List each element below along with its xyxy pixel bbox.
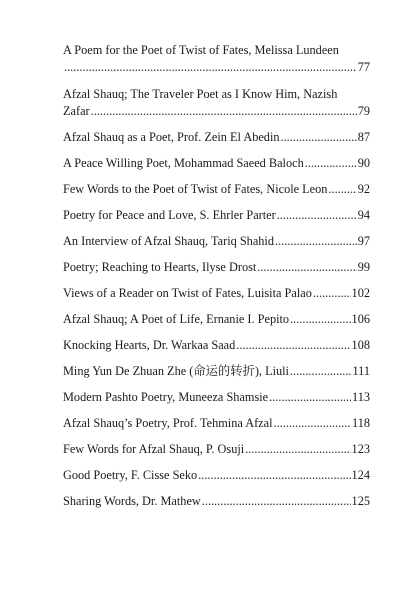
toc-entry — [63, 415, 370, 432]
toc-leader-dots — [328, 181, 356, 198]
toc-entry-title: An Interview of Afzal Shauq, Tariq Shahid — [63, 234, 274, 248]
toc-entry-page: 124 — [351, 468, 370, 482]
toc-entry-page: 102 — [351, 286, 370, 300]
toc-entry — [63, 42, 370, 76]
toc-leader-dots — [64, 59, 357, 76]
toc-entry-title: Poetry; Reaching to Hearts, Ilyse Drost — [63, 260, 257, 274]
toc-entry — [63, 259, 370, 276]
toc-entry — [63, 207, 370, 224]
toc-leader-dots — [274, 415, 351, 432]
toc-leader-dots — [275, 233, 357, 250]
toc-entry-title: Poetry for Peace and Love, S. Ehrler Parter — [63, 208, 276, 222]
toc-entry-page: 97 — [357, 234, 370, 248]
toc-entry-title: A Peace Willing Poet, Mohammad Saeed Baloch — [63, 156, 304, 170]
toc-entry — [63, 337, 370, 354]
toc-entry — [63, 467, 370, 484]
toc-entry-page: 106 — [351, 312, 370, 326]
toc-entry-page: 77 — [357, 60, 370, 74]
toc-entry-title: Zafar — [63, 104, 90, 118]
toc-entry-page: 92 — [357, 182, 370, 196]
toc-entry — [63, 363, 370, 380]
toc-leader-dots — [305, 155, 357, 172]
toc-entry-title: Few Words to the Poet of Twist of Fates, Nicole Leon — [63, 182, 328, 196]
toc-leader-dots — [313, 285, 351, 302]
toc-entry-title-line1: A Poem for the Poet of Twist of Fates, Melissa Lundeen — [63, 43, 339, 57]
toc-entry — [63, 86, 370, 120]
toc-entry-title: Ming Yun De Zhuan Zhe (命运的转折), Liuli — [63, 364, 289, 378]
toc-entry-page: 125 — [351, 494, 370, 508]
toc-entry-page: 123 — [351, 442, 370, 456]
toc-entry — [63, 155, 370, 172]
toc-entry-page: 113 — [352, 390, 370, 404]
toc-entry-title: Afzal Shauq’s Poetry, Prof. Tehmina Afzal — [63, 416, 273, 430]
toc-entry — [63, 129, 370, 146]
toc-leader-dots — [202, 493, 351, 510]
toc-leader-dots — [290, 311, 350, 328]
toc-leader-dots — [281, 129, 357, 146]
toc-entry-title: Views of a Reader on Twist of Fates, Luisita Palao — [63, 286, 312, 300]
toc-entry-page: 94 — [357, 208, 370, 222]
toc-leader-dots — [236, 337, 350, 354]
toc-entry-title: Modern Pashto Poetry, Muneeza Shamsie — [63, 390, 269, 404]
toc-leader-dots — [290, 363, 351, 380]
toc-entry-title: Afzal Shauq as a Poet, Prof. Zein El Abedin — [63, 130, 280, 144]
toc-leader-dots — [91, 103, 357, 120]
toc-entry-title: Good Poetry, F. Cisse Seko — [63, 468, 198, 482]
toc-entry — [63, 311, 370, 328]
toc-entry — [63, 389, 370, 406]
toc-entry-title: Knocking Hearts, Dr. Warkaa Saad — [63, 338, 236, 352]
toc-entry-title: Few Words for Afzal Shauq, P. Osuji — [63, 442, 245, 456]
toc-entry — [63, 441, 370, 458]
toc-entry-title: Sharing Words, Dr. Mathew — [63, 494, 201, 508]
toc-entry — [63, 285, 370, 302]
toc-entry-page: 79 — [357, 104, 370, 118]
toc-leader-dots — [257, 259, 356, 276]
toc-leader-dots — [198, 467, 350, 484]
toc-entry-title: Afzal Shauq; A Poet of Life, Ernanie I. Pepito — [63, 312, 290, 326]
toc-entry-title-line1: Afzal Shauq; The Traveler Poet as I Know Him, Nazish — [63, 87, 338, 101]
toc-entry-page: 99 — [357, 260, 370, 274]
toc-leader-dots — [277, 207, 357, 224]
toc-leader-dots — [245, 441, 350, 458]
toc-entry — [63, 233, 370, 250]
toc-leader-dots — [269, 389, 351, 406]
toc-entry-page: 108 — [351, 338, 370, 352]
toc-entry — [63, 181, 370, 198]
toc-entry-page: 90 — [357, 156, 370, 170]
toc-entry-page: 87 — [357, 130, 370, 144]
toc-entry-page: 111 — [352, 364, 370, 378]
toc-entry — [63, 493, 370, 510]
toc-entry-page: 118 — [352, 416, 370, 430]
